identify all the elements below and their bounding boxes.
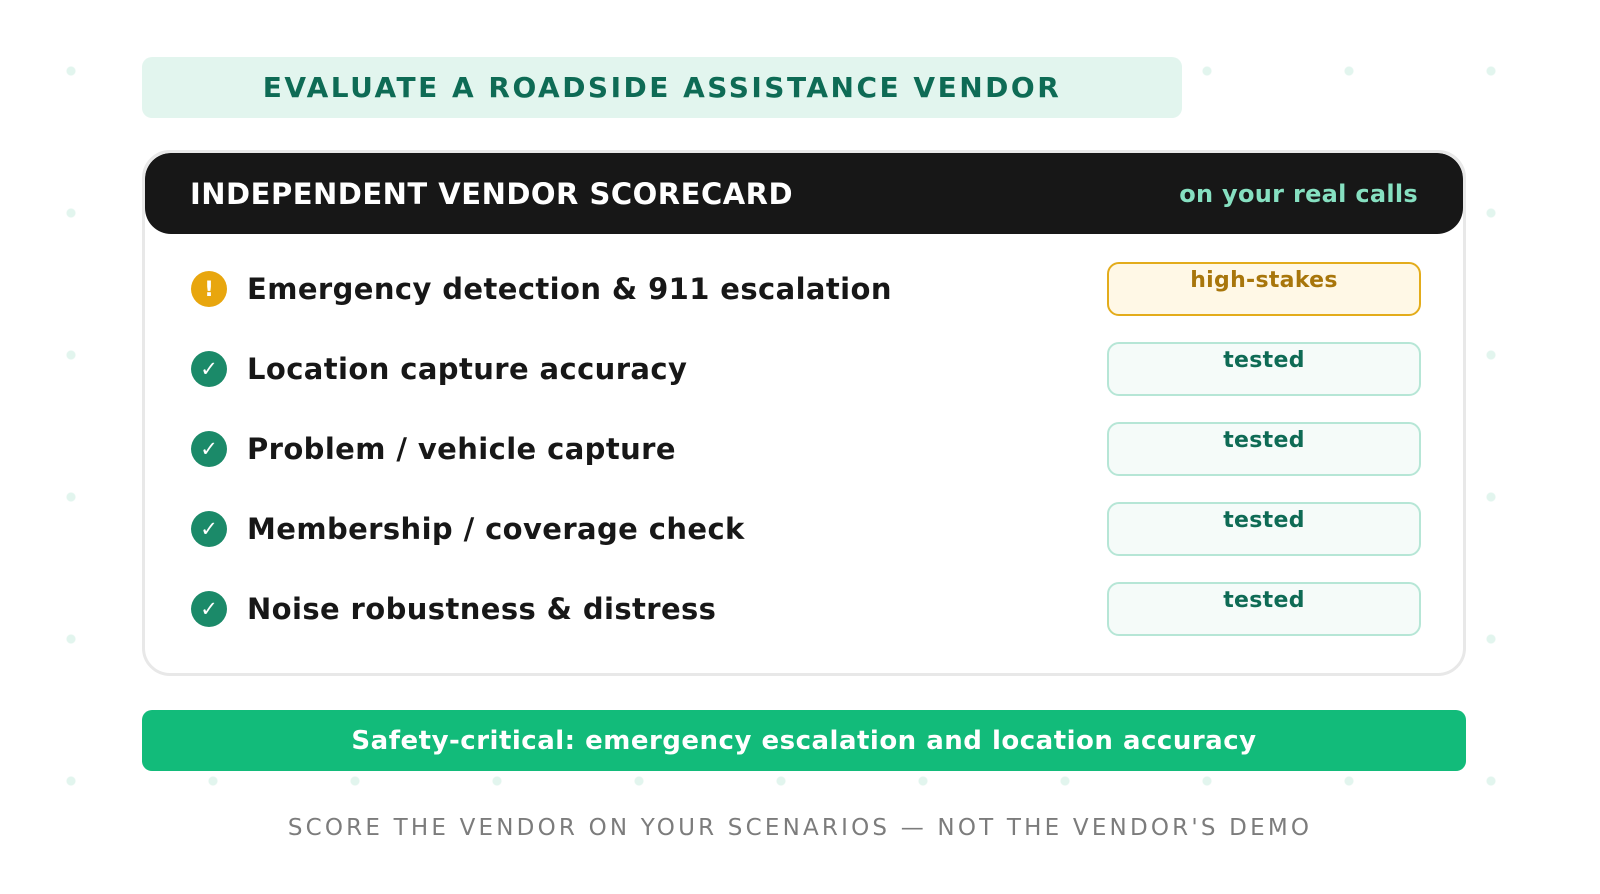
- criterion-label: Emergency detection & 911 escalation: [247, 272, 892, 306]
- status-badge: tested: [1107, 502, 1421, 556]
- scorecard-subtitle: on your real calls: [1179, 179, 1418, 208]
- page-title: EVALUATE A ROADSIDE ASSISTANCE VENDOR: [142, 57, 1182, 118]
- check-icon: ✓: [191, 591, 227, 627]
- scorecard-header: [145, 153, 1463, 234]
- status-badge: tested: [1107, 342, 1421, 396]
- scorecard-row-noise: [191, 582, 1421, 636]
- footer-tagline: SCORE THE VENDOR ON YOUR SCENARIOS — NOT THE VENDOR'S DEMO: [287, 815, 1313, 841]
- status-badge: tested: [1107, 582, 1421, 636]
- status-badge: tested: [1107, 422, 1421, 476]
- exclamation-icon: !: [191, 271, 227, 307]
- criterion-label: Noise robustness & distress: [247, 592, 717, 626]
- scorecard-row-problem: [191, 422, 1421, 476]
- vendor-scorecard: [142, 150, 1466, 676]
- criterion-label: Location capture accuracy: [247, 352, 688, 386]
- check-icon: ✓: [191, 431, 227, 467]
- safety-critical-banner: Safety-critical: emergency escalation and location accuracy: [142, 710, 1466, 771]
- criterion-label: Membership / coverage check: [247, 512, 745, 546]
- status-badge: high-stakes: [1107, 262, 1421, 316]
- scorecard-title: INDEPENDENT VENDOR SCORECARD: [190, 176, 794, 211]
- scorecard-row-location: [191, 342, 1421, 396]
- scorecard-row-membership: [191, 502, 1421, 556]
- check-icon: ✓: [191, 351, 227, 387]
- criterion-label: Problem / vehicle capture: [247, 432, 676, 466]
- scorecard-row-emergency: [191, 262, 1421, 316]
- check-icon: ✓: [191, 511, 227, 547]
